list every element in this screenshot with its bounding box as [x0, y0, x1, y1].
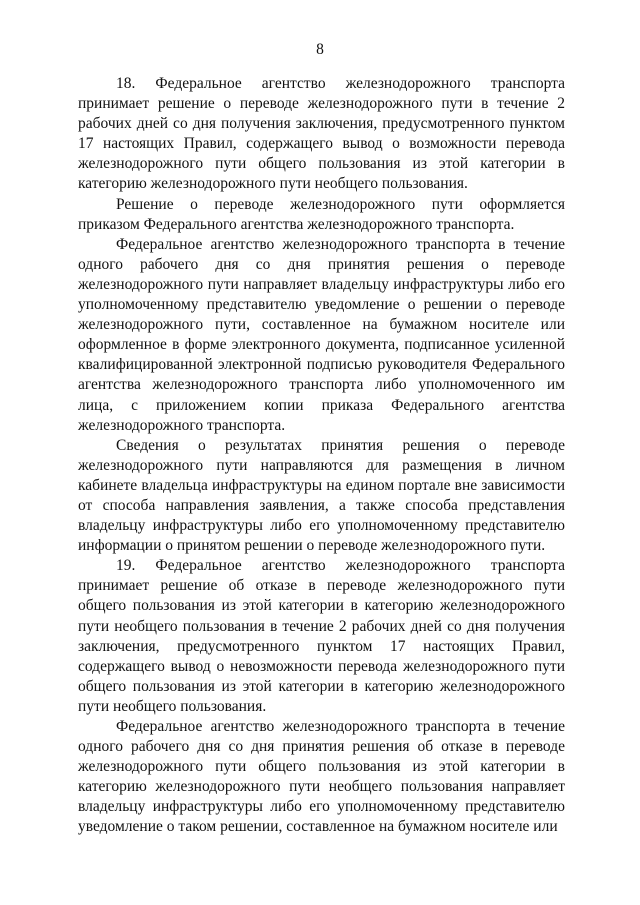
paragraph-notification: Федеральное агентство железнодорожного транспорта в течение одного рабочего дня со дня принятия решения о переводе железнодорожного пути направляет владельцу инфраструктуры либо его уполномоченному представителю уведомление о решении о переводе железнодорожного пути, составленное на бумажном носителе или оформленное в форме электронного документа, подписанное усиленной квалифицированной электронной подписью руководителя Федерального агентства железнодорожного транспорта либо уполномоченного им лица, с приложением копии приказа Федерального агентства железнодорожного транспорта. [78, 235, 565, 434]
document-body [78, 74, 565, 838]
paragraph-decision-order: Решение о переводе железнодорожного пути оформляется приказом Федерального агентства железнодорожного транспорта. [78, 195, 565, 233]
paragraph-portal-info: Сведения о результатах принятия решения о переводе железнодорожного пути направляются для размещения в личном кабинете владельца инфраструктуры на едином портале вне зависимости от способа направления заявления, а также способа представления владельцу инфраструктуры либо его уполномоченному представителю информации о принятом решении о переводе железнодорожного пути. [78, 436, 565, 555]
paragraph-refusal-notification: Федеральное агентство железнодорожного транспорта в течение одного рабочего дня со дня принятия решения об отказе в переводе железнодорожного пути общего пользования из этой категории в категорию железнодорожного пути необщего пользования направляет владельцу инфраструктуры либо его уполномоченному представителю уведомление о таком решении, составленное на бумажном носителе или [78, 718, 565, 836]
page-number: 8 [316, 41, 324, 58]
paragraph-19: 19. Федеральное агентство железнодорожного транспорта принимает решение об отказе в переводе железнодорожного пути общего пользования из этой категории в категорию железнодорожного пути необщего пользования в течение 2 рабочих дней со дня получения заключения, предусмотренного пунктом 17 настоящих Правил, содержащего вывод о невозможности перевода железнодорожного пути общего пользования из этой категории в категорию железнодорожного пути необщего пользования. [78, 557, 565, 715]
paragraph-18: 18. Федеральное агентство железнодорожного транспорта принимает решение о переводе железнодорожного пути в течение 2 рабочих дней со дня получения заключения, предусмотренного пунктом 17 настоящих Правил, содержащего вывод о возможности перевода железнодорожного пути общего пользования из этой категории в категорию железнодорожного пути необщего пользования. [78, 75, 565, 193]
